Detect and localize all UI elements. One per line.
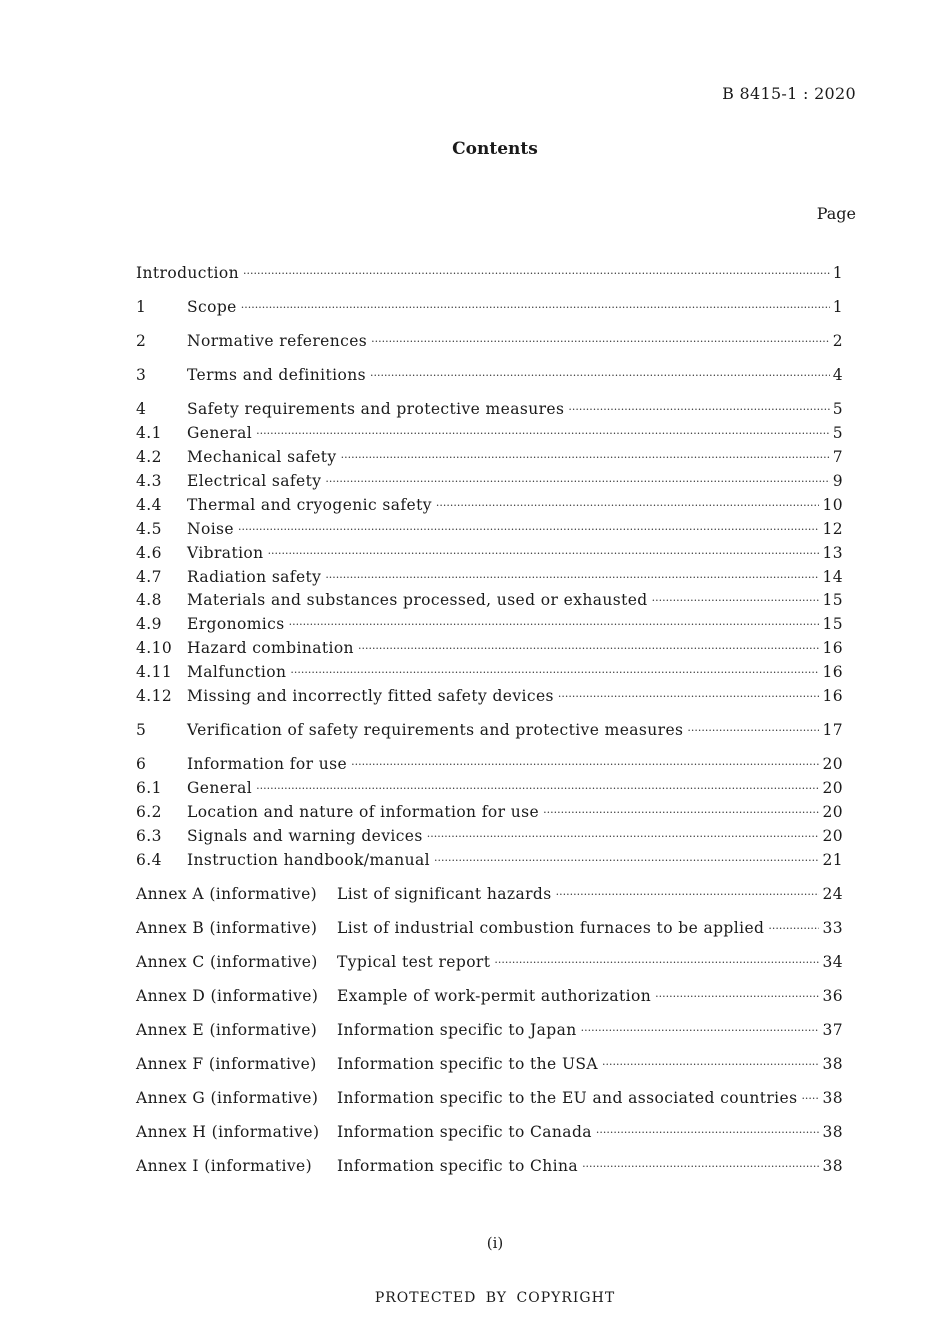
toc-entry-title: Verification of safety requirements and protective measures [187, 721, 684, 740]
dot-leader [256, 782, 819, 795]
toc-entry-title: Normative references [187, 332, 368, 351]
dot-leader [556, 888, 820, 901]
annex-title: Example of work-permit authorization [337, 987, 652, 1006]
annex-title: Information specific to the EU and associated countries [337, 1089, 798, 1108]
annex-entry[interactable] [136, 987, 843, 1011]
toc-entry-page: 13 [822, 543, 843, 562]
annex-title: List of significant hazards [337, 884, 552, 903]
annex-label: Annex B (informative) [136, 918, 318, 937]
toc-entry[interactable] [136, 568, 843, 592]
annex-title: Information specific to Canada [337, 1123, 592, 1142]
toc-entry-title: Information for use [187, 755, 348, 774]
dot-leader [543, 806, 819, 819]
toc-entry-number: 6 [136, 755, 147, 774]
toc-entry-number: 4.9 [136, 615, 162, 634]
toc-entry[interactable] [136, 851, 843, 875]
toc-entry-page: 14 [822, 567, 843, 586]
dot-leader [581, 1024, 820, 1037]
dot-leader [582, 1160, 819, 1173]
toc-entry-number: 6.3 [136, 826, 162, 845]
dot-leader [325, 475, 829, 488]
dot-leader [655, 990, 819, 1003]
toc-entry-title: General [187, 779, 253, 798]
toc-entry[interactable] [136, 264, 843, 288]
toc-entry-page: 21 [822, 850, 843, 869]
toc-entry-title: Mechanical safety [187, 448, 337, 467]
toc-entry-title: Scope [187, 298, 237, 317]
dot-leader [568, 403, 829, 416]
annex-title: Information specific to Japan [337, 1021, 577, 1040]
annex-label: Annex A (informative) [136, 884, 318, 903]
toc-entry-title: Noise [187, 519, 234, 538]
annex-page: 38 [822, 1055, 843, 1074]
toc-entry-title: Location and nature of information for use [187, 802, 540, 821]
toc-entry-title: Materials and substances processed, used or exhausted [187, 591, 648, 610]
toc-entry-number: 4.2 [136, 448, 162, 467]
dot-leader [351, 758, 819, 771]
toc-entry-title: Safety requirements and protective measures [187, 400, 565, 419]
toc-entry[interactable] [136, 639, 843, 663]
toc-entry[interactable] [136, 366, 843, 390]
annex-title: Typical test report [337, 952, 491, 971]
toc-entry-page: 20 [822, 755, 843, 774]
toc-entry-page: 20 [822, 826, 843, 845]
toc-entry-page: 5 [832, 400, 843, 419]
toc-entry-number: 6.4 [136, 850, 162, 869]
toc-entry[interactable] [136, 803, 843, 827]
toc-entry-number: 4.5 [136, 519, 162, 538]
toc-entry-page: 10 [822, 495, 843, 514]
toc-entry[interactable] [136, 721, 843, 745]
toc-entry[interactable] [136, 663, 843, 687]
toc-entry-number: 3 [136, 366, 147, 385]
toc-entry[interactable] [136, 755, 843, 779]
dot-leader [341, 451, 830, 464]
page-column-label: Page [816, 204, 856, 223]
dot-leader [290, 666, 819, 679]
toc-entry[interactable] [136, 615, 843, 639]
toc-entry[interactable] [136, 400, 843, 424]
toc-entry-number: 1 [136, 298, 147, 317]
toc-entry-number: 6.1 [136, 779, 162, 798]
toc-entry-title: Thermal and cryogenic safety [187, 495, 432, 514]
toc-entry-page: 12 [822, 519, 843, 538]
annex-label: Annex D (informative) [136, 987, 319, 1006]
toc-entry-page: 5 [832, 424, 843, 443]
annex-label: Annex E (informative) [136, 1021, 318, 1040]
dot-leader [289, 618, 820, 631]
annex-entry[interactable] [136, 1021, 843, 1045]
dot-leader [243, 267, 830, 280]
dot-leader [652, 594, 820, 607]
toc-entry-page: 15 [822, 615, 843, 634]
toc-entry-page: 1 [832, 264, 843, 282]
toc-entry-number: 5 [136, 721, 147, 740]
annex-title: List of industrial combustion furnaces to be applied [337, 918, 765, 937]
toc-entry-page: 1 [832, 298, 843, 317]
dot-leader [801, 1092, 819, 1105]
toc-entry-number: 4.1 [136, 424, 162, 443]
dot-leader [325, 571, 819, 584]
toc-entry[interactable] [136, 424, 843, 448]
toc-entry-page: 2 [832, 332, 843, 351]
toc-entry-title: Missing and incorrectly fitted safety devices [187, 687, 554, 705]
toc-entry[interactable] [136, 779, 843, 803]
copyright-notice: PROTECTED BY COPYRIGHT [374, 1290, 616, 1306]
dot-leader [494, 956, 819, 969]
annex-entry[interactable] [136, 953, 843, 977]
annex-label: Annex C (informative) [136, 952, 318, 971]
dot-leader [558, 690, 820, 703]
dot-leader [238, 523, 819, 536]
toc-entry-title: General [187, 424, 253, 443]
page-title: Contents [452, 139, 538, 159]
annex-entry[interactable] [136, 1055, 843, 1079]
dot-leader [371, 335, 830, 348]
toc-entry-title: Ergonomics [187, 615, 285, 634]
toc-entry-title: Signals and warning devices [187, 826, 423, 845]
toc-entry-title: Hazard combination [187, 639, 354, 658]
standard-number: B 8415-1 : 2020 [722, 84, 856, 103]
toc-entry[interactable] [136, 332, 843, 356]
toc-entry-page: 16 [822, 663, 843, 682]
dot-leader [687, 724, 819, 737]
annex-entry[interactable] [136, 885, 843, 909]
toc-entry-title: Vibration [187, 543, 264, 562]
toc-entry-page: 7 [832, 448, 843, 467]
toc-entry-page: 20 [822, 802, 843, 821]
toc-entry-number: 4.6 [136, 543, 162, 562]
toc-entry-title: Radiation safety [187, 567, 322, 586]
annex-entry[interactable] [136, 1089, 843, 1113]
dot-leader [268, 547, 820, 560]
toc-entry[interactable] [136, 520, 843, 544]
annex-title: Information specific to the USA [337, 1055, 599, 1074]
toc-entry-page: 4 [832, 366, 843, 385]
toc-entry-title: Instruction handbook/manual [187, 850, 431, 869]
annex-page: 36 [822, 987, 843, 1006]
toc-entry-page: 16 [822, 687, 843, 705]
table-of-contents [136, 264, 843, 1181]
toc-entry[interactable] [136, 687, 843, 711]
annex-label: Annex H (informative) [136, 1123, 320, 1142]
toc-entry-number: 4.4 [136, 495, 162, 514]
toc-entry-page: 16 [822, 639, 843, 658]
toc-entry[interactable] [136, 472, 843, 496]
annex-page: 33 [822, 918, 843, 937]
dot-leader [358, 642, 820, 655]
toc-entry-number: 4.11 [136, 663, 173, 682]
toc-entry-title: Terms and definitions [187, 366, 366, 385]
annex-label: Annex G (informative) [136, 1089, 319, 1108]
dot-leader [436, 499, 820, 512]
dot-leader [256, 427, 830, 440]
toc-entry[interactable] [136, 591, 843, 615]
toc-entry[interactable] [136, 448, 843, 472]
toc-entry-page: 15 [822, 591, 843, 610]
toc-entry-number: 4.3 [136, 471, 162, 490]
annex-page: 34 [822, 952, 843, 971]
toc-entry-number: 4.8 [136, 591, 162, 610]
toc-entry-number: 4 [136, 400, 147, 419]
toc-entry[interactable] [136, 298, 843, 322]
annex-label: Annex F (informative) [136, 1055, 317, 1074]
annex-title: Information specific to China [337, 1157, 579, 1176]
toc-entry[interactable] [136, 544, 843, 568]
toc-entry-page: 20 [822, 779, 843, 798]
annex-page: 38 [822, 1157, 843, 1176]
toc-entry[interactable] [136, 827, 843, 851]
toc-entry[interactable] [136, 496, 843, 520]
toc-entry-number: 2 [136, 332, 147, 351]
annex-label: Annex I (informative) [136, 1157, 313, 1176]
dot-leader [241, 301, 830, 314]
toc-entry-number: 6.2 [136, 802, 162, 821]
annex-page: 38 [822, 1123, 843, 1142]
annex-page: 38 [822, 1089, 843, 1108]
annex-entry[interactable] [136, 1157, 843, 1181]
toc-entry-page: 9 [832, 471, 843, 490]
dot-leader [434, 854, 819, 867]
dot-leader [602, 1058, 819, 1071]
dot-leader [596, 1126, 820, 1139]
footer-page-number: (i) [486, 1234, 504, 1252]
dot-leader [427, 830, 820, 843]
toc-entry-number: 4.7 [136, 567, 162, 586]
annex-page: 37 [822, 1021, 843, 1040]
annex-page: 24 [822, 884, 843, 903]
toc-entry-title: Introduction [136, 264, 239, 282]
dot-leader [768, 922, 819, 935]
toc-entry-page: 17 [822, 721, 843, 740]
dot-leader [370, 369, 830, 382]
annex-entry[interactable] [136, 919, 843, 943]
toc-entry-title: Electrical safety [187, 471, 322, 490]
toc-entry-title: Malfunction [187, 663, 287, 682]
annex-entry[interactable] [136, 1123, 843, 1147]
toc-entry-number: 4.10 [136, 639, 173, 658]
toc-entry-number: 4.12 [136, 687, 173, 705]
